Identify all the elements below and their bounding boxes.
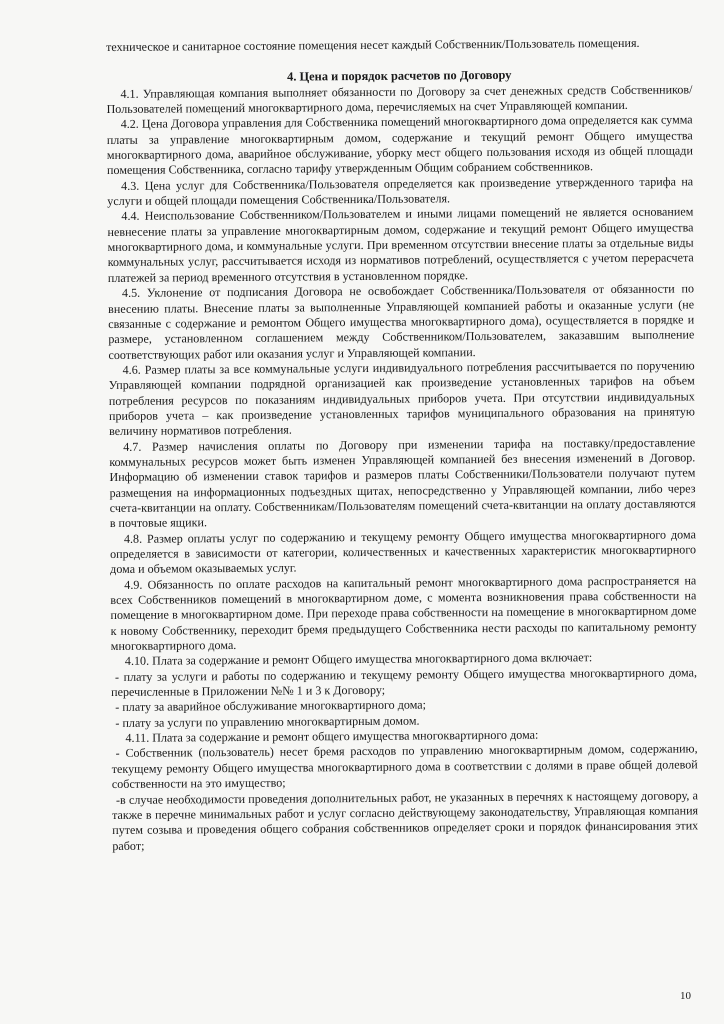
paragraph-4-5: 4.5. Уклонение от подписания Договора не освобождает Собственника/Пользователя от обязанности по внесению платы. Внесение платы за выполненные Управляющей компанией работы и оказанные услуги (не связанные с содержание и ремонтом Общего имущества многоквартирного дома), осуществляется в порядке и размере, установленном соглашением между Собственником/Пользователем, заказавшим выполнение соответствующих работ или оказания услуг и Управляющей компании. [108, 281, 695, 362]
paragraph-4-2: 4.2. Цена Договора управления для Собственника помещений многоквартирного дома определяется как сумма платы за управление многоквартирным домом, содержание и текущий ремонт Общего имущества многоквартирного дома, аварийное обслуживание, уборку мест общего пользования исходя из общей площади помещения Собственника, согласно тарифу утвержденным Общим собранием собственников. [106, 112, 693, 178]
list-item-4-10-a: - плату за услуги и работы по содержанию и текущему ремонту Общего имущества многоквартирного дома, перечисленные в Приложении №№ 1 и 3 к Договору; [111, 665, 698, 700]
list-item-4-10-c: - плату за услуги по управлению многоквартирным домом. [115, 713, 420, 730]
paragraph-4-10: 4.10. Плата за содержание и ремонт Общего имущества многоквартирного дома включает: [124, 650, 593, 669]
paragraph-4-3: 4.3. Цена услуг для Собственника/Пользователя определяется как произведение утвержденного тарифа на услуги и общей площади помещения Собственника/Пользователя. [107, 174, 694, 209]
document-body [106, 35, 698, 853]
list-item-4-11-b: -в случае необходимости проведения дополнительных работ, не указанных в перечнях к настоящему договору, а также в перечне минимальных работ и услуг согласно действующему законодательству, Управляющая компания путем созыва и проведения общего собрания собственников определяет сроки и порядок финансирования этих работ; [112, 787, 699, 853]
paragraph-4-7: 4.7. Размер начисления оплаты по Договору при изменении тарифа на поставку/предоставление коммунальных ресурсов может быть изменен Управляющей компанией без внесения изменений в Договор. Информацию об изменении ставок тарифов и размеров платы Собственники/Пользователи получают путем размещения на информационных подъездных щитах, непосредственно у Управляющей компании, либо через счета-квитанции на оплату. Собственникам/Пользователям помещений счета-квитанции на оплату доставляются в почтовые ящики. [109, 434, 696, 531]
section-title: 4. Цена и порядок расчетов по Договору [287, 68, 512, 84]
page-number: 10 [680, 990, 691, 1002]
paragraph-4-8: 4.8. Размер оплаты услуг по содержанию и текущему ремонту Общего имущества многоквартирного дома определяется в зависимости от категории, количественных и качественных характеристик многоквартирного дома и объемом оказываемых услуг. [109, 527, 697, 577]
list-item-4-10-b: - плату за аварийное обслуживание многоквартирного дома; [115, 697, 427, 715]
paragraph-4-6: 4.6. Размер платы за все коммунальные услуги индивидуального потребления рассчитывается по поручению Управляющей компании подрядной организацией как произведение установленных тарифов на объем потребления ресурсов по показаниям индивидуальных приборов учета. При отсутствии индивидуальных приборов учета – как произведение установленных тарифов муниципального образования на принятую величину нормативов потребления. [108, 358, 695, 439]
list-item-4-11-a: - Собственник (пользователь) несет бремя расходов по управлению многоквартирным домом, содержанию, текущему ремонту Общего имущества многоквартирного дома в соответствии с долями в праве общей долевой собственности на это имущество; [111, 741, 698, 792]
intro-paragraph: техническое и санитарное состояние помещения несет каждый Собственник/Пользователь помещения. [106, 35, 640, 54]
paragraph-4-9: 4.9. Обязанность по оплате расходов на капитальный ремонт многоквартирного дома распространяется на всех Собственников помещений в многоквартирном доме, с момента возникновения права собственности на помещение в многоквартирном доме. При переходе права собственности на помещение в многоквартирном доме к новому Собственнику, переходит бремя предыдущего Собственника нести расходы по капитальному ремонту многоквартирного дома. [110, 573, 697, 654]
paragraph-4-4: 4.4. Неиспользование Собственником/Пользователем и иными лицами помещений не является основанием невнесение платы за управление многоквартирным домом, содержание и текущий ремонт Общего имущества многоквартирного дома, и коммунальные услуги. При временном отсутствии внесение платы за отдельные виды коммунальных услуг, рассчитывается исходя из нормативов потреблений, осуществляется с учетом перерасчета платежей за период временного отсутствия в установленном порядке. [107, 204, 694, 285]
paragraph-4-11: 4.11. Плата за содержание и ремонт общего имущества многоквартирного дома: [125, 727, 539, 745]
paragraph-4-1: 4.1. Управляющая компания выполняет обязанности по Договору за счет денежных средств Собственников/Пользователей помещений многоквартирного дома, перечисляемых на счет Управляющей компании. [106, 82, 693, 117]
